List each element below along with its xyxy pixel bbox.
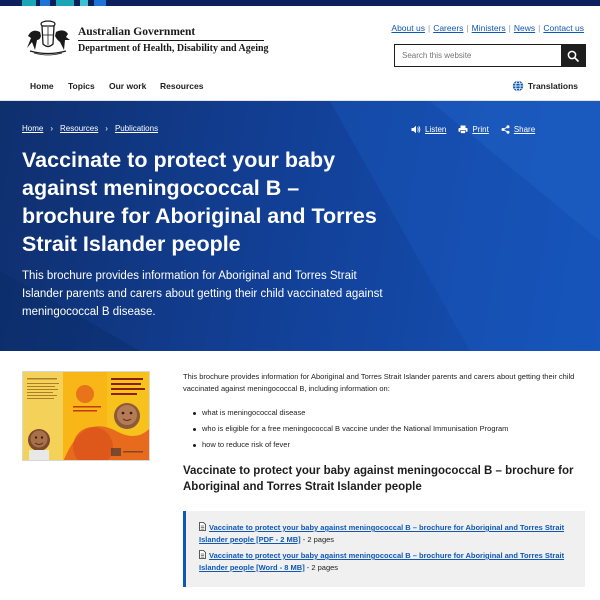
breadcrumb-publications[interactable]: Publications [114,124,159,133]
utility-link-careers[interactable]: Careers [433,23,464,33]
coat-of-arms-icon [22,18,74,58]
chevron-right-icon: › [50,124,54,133]
list-item: how to reduce risk of fever [183,439,585,451]
content-paragraph: This brochure provides information for Aboriginal and Torres Strait Islander parents and carers about getting their child vaccinated against meningococcal B, including information on: [183,372,575,393]
document-icon [199,550,206,559]
utility-link-contact[interactable]: Contact us [543,23,584,33]
globe-icon [512,80,524,92]
download-link-pdf[interactable]: Vaccinate to protect your baby against meningococcal B – brochure for Aboriginal and Torres Strait Islander people [PDF - 2 MB] [199,523,565,544]
utility-separator: | [466,23,469,33]
speaker-icon [411,125,421,134]
breadcrumb-resources[interactable]: Resources [60,124,99,133]
search-button[interactable] [561,45,585,66]
download-item-pdf [199,522,579,546]
translations-button[interactable] [512,80,578,92]
listen-button[interactable] [411,125,446,134]
printer-icon [458,125,468,134]
government-logo[interactable] [22,18,267,58]
logo-government-text: Australian Government [78,26,196,38]
list-item: who is eligible for a free meningococcal B vaccine under the National Immunisation Program [183,423,585,435]
utility-link-ministers[interactable]: Ministers [471,23,506,33]
utility-separator: | [538,23,541,33]
hero-banner [0,101,600,351]
utility-separator: | [508,23,511,33]
logo-divider [78,40,264,41]
utility-separator: | [427,23,431,33]
utility-link-news[interactable]: News [513,23,536,33]
nav-item-home[interactable]: Home [30,81,54,91]
search-input[interactable] [395,45,561,66]
site-header [0,6,600,72]
brochure-cover-image [23,372,150,461]
page-intro: This brochure provides information for Aboriginal and Torres Strait Islander parents and carers about getting their child vaccinated against meningococcal B disease. [22,270,383,318]
print-button[interactable] [458,125,488,134]
document-icon [199,522,206,531]
section-heading: Vaccinate to protect your baby against meningococcal B – brochure for Aboriginal and Torres Strait Islander people [183,465,574,493]
chevron-right-icon: › [105,124,108,133]
download-item-word [199,550,579,574]
listen-label: Listen [425,125,447,134]
print-label: Print [472,125,489,134]
download-link-word[interactable]: Vaccinate to protect your baby against meningococcal B – brochure for Aboriginal and Torres Strait Islander people [Word - 8 MB] [199,551,565,572]
main-nav [0,72,600,101]
translations-label: Translations [527,81,578,91]
breadcrumb [22,124,158,133]
breadcrumb-home[interactable]: Home [22,124,44,133]
main-content [183,371,585,455]
nav-item-topics[interactable]: Topics [68,81,95,91]
page-title: Vaccinate to protect your baby against meningococcal B – brochure for Aboriginal and Torres Strait Islander people [22,148,377,256]
download-pages-word: - 2 pages [304,563,339,572]
downloads-panel [183,511,585,587]
utility-link-about[interactable]: About us [391,23,425,33]
page-actions [411,125,535,134]
utility-nav [391,23,584,33]
brochure-thumbnail[interactable] [22,371,150,461]
search-icon [567,50,579,62]
nav-item-resources[interactable]: Resources [160,81,204,91]
logo-department-text: Department of Health, Disability and Ageing [78,43,269,54]
search-form [394,44,586,67]
nav-item-our-work[interactable]: Our work [109,81,147,91]
share-icon [501,125,510,134]
share-button[interactable] [501,125,535,134]
share-label: Share [513,125,536,134]
bullet-list [183,407,585,451]
download-pages-pdf: - 2 pages [300,535,335,544]
list-item: what is meningococcal disease [183,407,585,419]
